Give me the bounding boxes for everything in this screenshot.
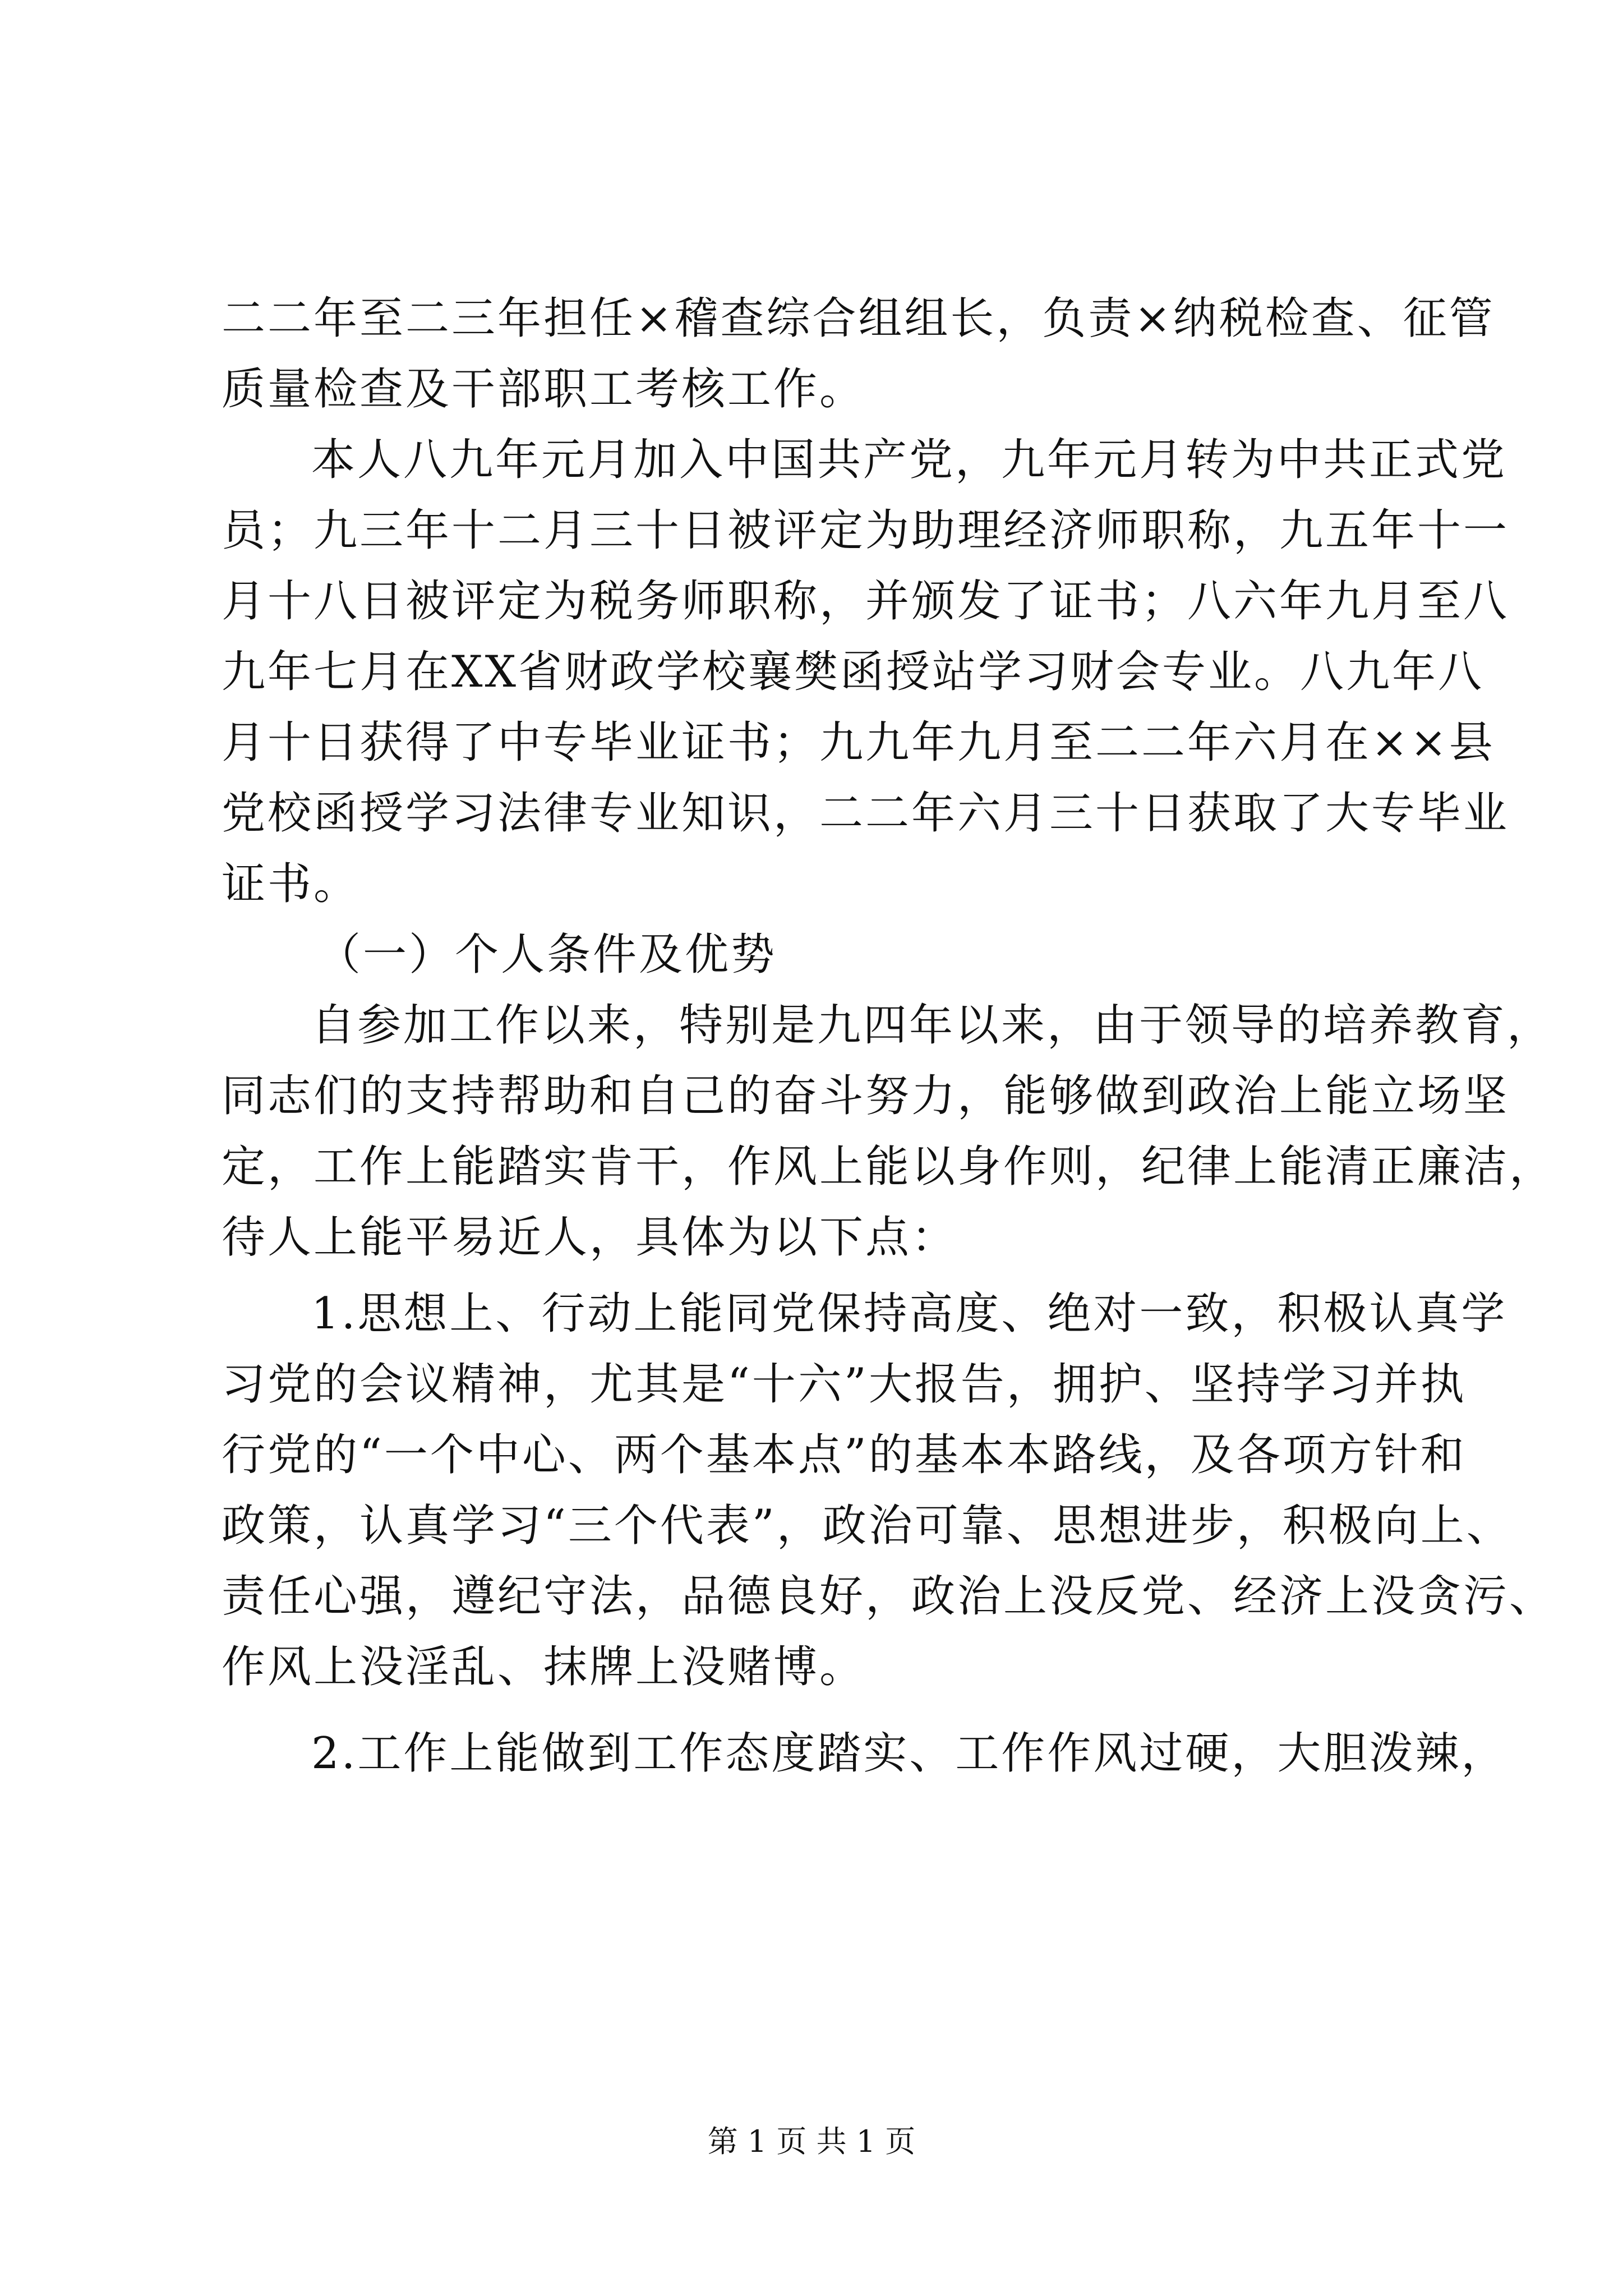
text-line: 政策，认真学习“三个代表”，政治可靠、思想进步，积极向上、 xyxy=(222,1501,1513,1551)
text-line: 员；九三年十二月三十日被评定为助理经济师职称，九五年十一 xyxy=(222,505,1510,556)
text-line: 同志们的支持帮助和自己的奋斗努力，能够做到政治上能立场坚 xyxy=(222,1071,1510,1121)
text-line: 九年七月在XX省财政学校襄樊函授站学习财会专业。八九年八 xyxy=(222,647,1484,697)
text-line: 待人上能平易近人，具体为以下点： xyxy=(222,1212,958,1263)
text-line: 二二年至二三年担任×稽查综合组组长，负责×纳税检查、征管 xyxy=(222,293,1495,344)
text-line: 定，工作上能踏实肯干，作风上能以身作则，纪律上能清正廉洁， xyxy=(222,1142,1556,1192)
list-item-start-line: 1.思想上、行动上能同党保持高度、绝对一致，积极认真学 xyxy=(311,1289,1507,1339)
text-line: 行党的“一个中心、两个基本点”的基本本路线，及各项方针和 xyxy=(222,1430,1467,1480)
text-line: 月十八日被评定为税务师职称，并颁发了证书；八六年九月至八 xyxy=(222,576,1510,627)
text-line: 党校函授学习法律专业知识，二二年六月三十日获取了大专毕业 xyxy=(222,788,1510,839)
list-item-start-line: 2.工作上能做到工作态度踏实、工作作风过硬，大胆泼辣， xyxy=(311,1728,1507,1779)
text-line: 责任心强，遵纪守法，品德良好，政治上没反党、经济上没贪污、 xyxy=(222,1571,1556,1622)
paragraph-start-line: 本人八九年元月加入中国共产党，九年元月转为中共正式党 xyxy=(311,435,1507,485)
text-line: 习党的会议精神，尤其是“十六”大报告，拥护、坚持学习并执 xyxy=(222,1359,1467,1410)
section-heading: （一）个人条件及优势 xyxy=(317,930,777,980)
document-body xyxy=(222,283,1556,1789)
text-line: 月十日获得了中专毕业证书；九九年九月至二二年六月在××县 xyxy=(222,717,1495,768)
text-line: 作风上没淫乱、抹牌上没赌博。 xyxy=(222,1642,866,1692)
paragraph-start-line: 自参加工作以来，特别是九四年以来，由于领导的培养教育， xyxy=(311,1000,1553,1051)
text-line: 证书。 xyxy=(222,859,360,909)
page-footer: 第 1 页 共 1 页 xyxy=(707,2124,916,2159)
text-line: 质量检查及干部职工考核工作。 xyxy=(222,364,866,415)
